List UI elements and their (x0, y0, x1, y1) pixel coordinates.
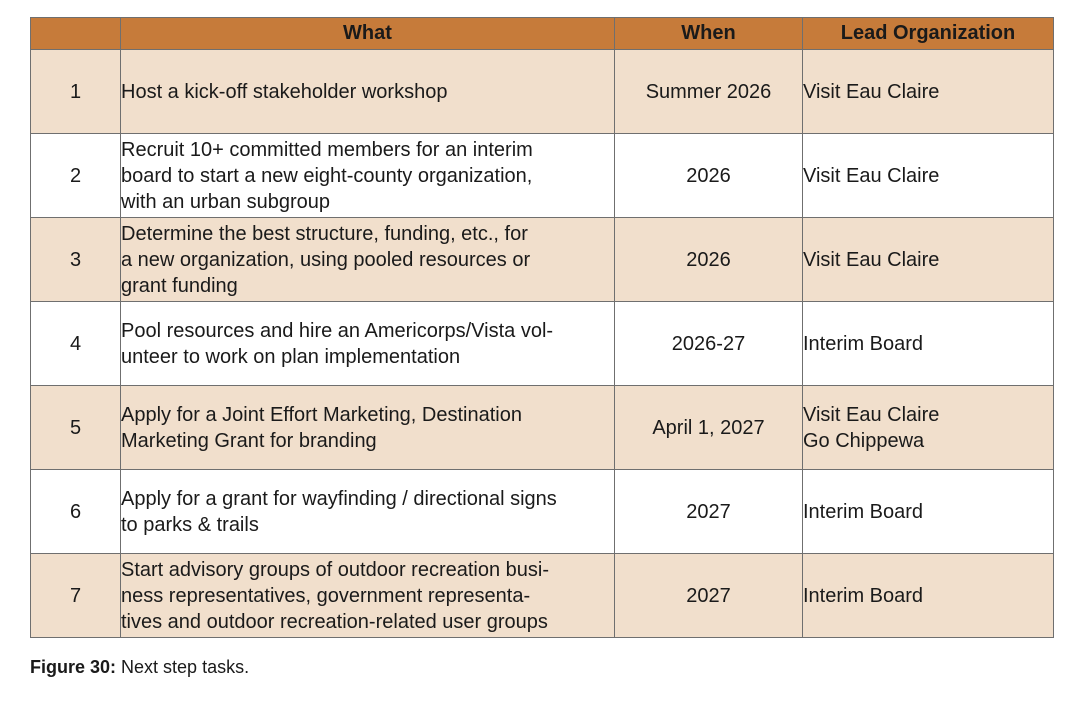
task-line: unteer to work on plan implementation (121, 345, 461, 368)
task-lead (803, 470, 1054, 554)
task-lead (803, 218, 1054, 302)
task-description (121, 554, 615, 638)
task-description (121, 134, 615, 218)
task-description (121, 386, 615, 470)
table-row (31, 134, 1054, 218)
task-line: Host a kick-off stakeholder workshop (121, 80, 448, 103)
task-line: Pool resources and hire an Americorps/Vista vol- (121, 319, 554, 342)
task-line: Determine the best structure, funding, etc., for (121, 222, 528, 245)
header-lead-organization: Lead Organization (803, 18, 1054, 50)
task-when: 2026 (615, 218, 803, 302)
task-line: board to start a new eight-county organization, (121, 164, 533, 187)
task-lead (803, 50, 1054, 134)
header-when: When (615, 18, 803, 50)
task-description (121, 50, 615, 134)
task-line: Recruit 10+ committed members for an interim (121, 138, 533, 161)
task-line: with an urban subgroup (121, 190, 331, 213)
row-number: 4 (31, 302, 121, 386)
lead-line: Interim Board (803, 584, 924, 607)
task-when: 2026 (615, 134, 803, 218)
task-line: Apply for a Joint Effort Marketing, Destination (121, 403, 522, 426)
table-row (31, 302, 1054, 386)
figure-label: Figure 30: (30, 657, 117, 677)
table-row (31, 554, 1054, 638)
task-lead (803, 134, 1054, 218)
task-line: tives and outdoor recreation-related user groups (121, 610, 548, 633)
task-when: 2026-27 (615, 302, 803, 386)
task-line: to parks & trails (121, 513, 259, 536)
row-number: 3 (31, 218, 121, 302)
task-when: 2027 (615, 554, 803, 638)
task-lead (803, 386, 1054, 470)
task-when: Summer 2026 (615, 50, 803, 134)
task-description (121, 218, 615, 302)
row-number: 2 (31, 134, 121, 218)
lead-line: Visit Eau Claire (803, 248, 940, 271)
task-lead (803, 554, 1054, 638)
table-row (31, 386, 1054, 470)
lead-line: Visit Eau Claire (803, 164, 940, 187)
lead-line: Interim Board (803, 332, 924, 355)
table-row (31, 470, 1054, 554)
task-lead (803, 302, 1054, 386)
task-description (121, 302, 615, 386)
lead-line: Visit Eau Claire (803, 403, 940, 426)
row-number: 6 (31, 470, 121, 554)
lead-line: Interim Board (803, 500, 924, 523)
lead-line: Go Chippewa (803, 429, 925, 452)
task-description (121, 470, 615, 554)
figure-caption (30, 657, 249, 678)
task-line: ness representatives, government representa- (121, 584, 531, 607)
task-line: Marketing Grant for branding (121, 429, 377, 452)
lead-line: Visit Eau Claire (803, 80, 940, 103)
task-when: April 1, 2027 (615, 386, 803, 470)
row-number: 7 (31, 554, 121, 638)
table-row (31, 218, 1054, 302)
figure-caption-text: Next step tasks. (116, 657, 250, 677)
header-what: What (121, 18, 615, 50)
header-number (31, 18, 121, 50)
table-row (31, 50, 1054, 134)
row-number: 5 (31, 386, 121, 470)
task-line: a new organization, using pooled resources or (121, 248, 531, 271)
next-steps-table (30, 17, 1054, 638)
table-header-row (31, 18, 1054, 50)
task-line: grant funding (121, 274, 238, 297)
task-line: Start advisory groups of outdoor recreation busi- (121, 558, 549, 581)
task-when: 2027 (615, 470, 803, 554)
task-line: Apply for a grant for wayfinding / directional signs (121, 487, 557, 510)
row-number: 1 (31, 50, 121, 134)
